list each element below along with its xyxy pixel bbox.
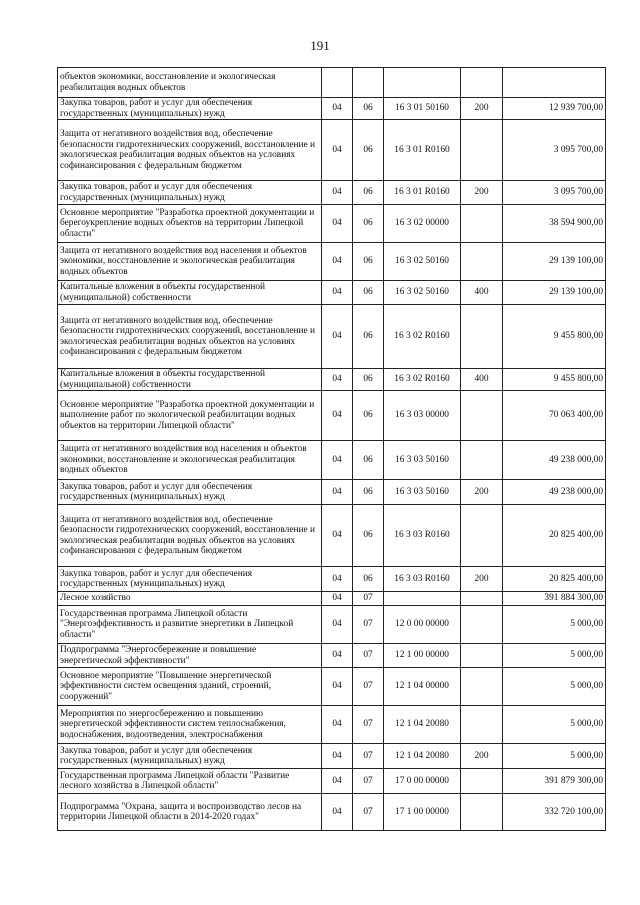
target-article-cell: 12 1 04 20080 xyxy=(384,706,461,744)
podrazdel-code-cell: 07 xyxy=(353,769,384,794)
target-article-cell: 16 3 01 R0160 xyxy=(384,181,461,205)
razdel-code-cell: 04 xyxy=(322,98,353,120)
podrazdel-code-cell: 06 xyxy=(353,305,384,369)
amount-cell: 70 063 400,00 xyxy=(503,391,606,441)
razdel-code-cell: 04 xyxy=(322,243,353,281)
target-article-cell: 16 3 03 00000 xyxy=(384,391,461,441)
podrazdel-code-cell xyxy=(353,68,384,98)
table-row xyxy=(58,644,606,668)
razdel-code-cell: 04 xyxy=(322,794,353,831)
amount-cell: 5 000,00 xyxy=(503,668,606,706)
table-row xyxy=(58,243,606,281)
podrazdel-code-cell: 07 xyxy=(353,668,384,706)
expense-type-cell xyxy=(461,305,503,369)
row-name-cell: Защита от негативного воздействия вод населения и объектов экономики, восстановление и экологическая реабилитация водных объектов xyxy=(58,243,322,281)
table-row xyxy=(58,120,606,181)
amount-cell: 332 720 100,00 xyxy=(503,794,606,831)
budget-table xyxy=(57,67,606,831)
razdel-code-cell: 04 xyxy=(322,181,353,205)
table-row xyxy=(58,744,606,769)
row-name-cell: Защита от негативного воздействия вод, обеспечение безопасности гидротехнических сооружений, восстановление и экологическая реабилитация водных объектов на условиях софинансирования с федеральным бюджетом xyxy=(58,120,322,181)
amount-cell: 391 884 300,00 xyxy=(503,592,606,606)
expense-type-cell xyxy=(461,505,503,567)
target-article-cell: 16 3 02 50160 xyxy=(384,281,461,305)
table-row xyxy=(58,606,606,644)
amount-cell: 49 238 000,00 xyxy=(503,441,606,480)
table-row xyxy=(58,369,606,391)
row-name-cell: Защита от негативного воздействия вод населения и объектов экономики, восстановление и экологическая реабилитация водных объектов xyxy=(58,441,322,480)
podrazdel-code-cell: 06 xyxy=(353,369,384,391)
target-article-cell: 16 3 03 50160 xyxy=(384,480,461,505)
target-article-cell: 16 3 01 50160 xyxy=(384,98,461,120)
amount-cell: 5 000,00 xyxy=(503,744,606,769)
row-name-cell: Защита от негативного воздействия вод, обеспечение безопасности гидротехнических сооружений, восстановление и экологическая реабилитация водных объектов на условиях софинансирования с федеральным бюджетом xyxy=(58,505,322,567)
expense-type-cell: 400 xyxy=(461,369,503,391)
razdel-code-cell: 04 xyxy=(322,369,353,391)
expense-type-cell xyxy=(461,205,503,243)
expense-type-cell xyxy=(461,120,503,181)
table-row xyxy=(58,98,606,120)
razdel-code-cell: 04 xyxy=(322,391,353,441)
expense-type-cell xyxy=(461,644,503,668)
target-article-cell: 16 3 01 R0160 xyxy=(384,120,461,181)
razdel-code-cell: 04 xyxy=(322,441,353,480)
row-name-cell: Подпрограмма "Энергосбережение и повышение энергетической эффективности" xyxy=(58,644,322,668)
amount-cell xyxy=(503,68,606,98)
podrazdel-code-cell: 06 xyxy=(353,181,384,205)
amount-cell: 20 825 400,00 xyxy=(503,567,606,592)
expense-type-cell xyxy=(461,592,503,606)
expense-type-cell xyxy=(461,441,503,480)
table-row xyxy=(58,769,606,794)
target-article-cell: 16 3 02 R0160 xyxy=(384,305,461,369)
expense-type-cell xyxy=(461,606,503,644)
razdel-code-cell: 04 xyxy=(322,480,353,505)
podrazdel-code-cell: 06 xyxy=(353,480,384,505)
target-article-cell: 16 3 02 50160 xyxy=(384,243,461,281)
table-row xyxy=(58,505,606,567)
row-name-cell: Капитальные вложения в объекты государственной (муниципальной) собственности xyxy=(58,369,322,391)
page-number: 191 xyxy=(310,38,330,53)
row-name-cell: Государственная программа Липецкой области "Энергоэффективность и развитие энергетики в Липецкой области" xyxy=(58,606,322,644)
target-article-cell xyxy=(384,592,461,606)
expense-type-cell xyxy=(461,769,503,794)
expense-type-cell: 200 xyxy=(461,480,503,505)
budget-table-body xyxy=(58,68,606,831)
podrazdel-code-cell: 06 xyxy=(353,120,384,181)
expense-type-cell xyxy=(461,706,503,744)
podrazdel-code-cell: 06 xyxy=(353,391,384,441)
podrazdel-code-cell: 07 xyxy=(353,794,384,831)
podrazdel-code-cell: 06 xyxy=(353,205,384,243)
target-article-cell: 12 1 00 00000 xyxy=(384,644,461,668)
table-row xyxy=(58,480,606,505)
expense-type-cell xyxy=(461,794,503,831)
target-article-cell: 16 3 03 R0160 xyxy=(384,505,461,567)
podrazdel-code-cell: 06 xyxy=(353,281,384,305)
podrazdel-code-cell: 07 xyxy=(353,644,384,668)
razdel-code-cell xyxy=(322,68,353,98)
podrazdel-code-cell: 07 xyxy=(353,606,384,644)
row-name-cell: Государственная программа Липецкой области "Развитие лесного хозяйства в Липецкой области" xyxy=(58,769,322,794)
razdel-code-cell: 04 xyxy=(322,744,353,769)
razdel-code-cell: 04 xyxy=(322,668,353,706)
amount-cell: 38 594 900,00 xyxy=(503,205,606,243)
amount-cell: 5 000,00 xyxy=(503,644,606,668)
podrazdel-code-cell: 06 xyxy=(353,441,384,480)
amount-cell: 29 139 100,00 xyxy=(503,243,606,281)
amount-cell: 3 095 700,00 xyxy=(503,181,606,205)
podrazdel-code-cell: 06 xyxy=(353,567,384,592)
row-name-cell: Защита от негативного воздействия вод, обеспечение безопасности гидротехнических сооружений, восстановление и экологическая реабилитация водных объектов на условиях софинансирования с федеральным бюджетом xyxy=(58,305,322,369)
razdel-code-cell: 04 xyxy=(322,592,353,606)
table-row xyxy=(58,567,606,592)
row-name-cell: Закупка товаров, работ и услуг для обеспечения государственных (муниципальных) нужд xyxy=(58,567,322,592)
row-name-cell: Закупка товаров, работ и услуг для обеспечения государственных (муниципальных) нужд xyxy=(58,181,322,205)
amount-cell: 3 095 700,00 xyxy=(503,120,606,181)
expense-type-cell: 200 xyxy=(461,181,503,205)
razdel-code-cell: 04 xyxy=(322,120,353,181)
podrazdel-code-cell: 06 xyxy=(353,505,384,567)
table-row xyxy=(58,441,606,480)
row-name-cell: Основное мероприятие "Разработка проектной документации и выполнение работ по экологической реабилитации водных объектов на территории Липецкой области" xyxy=(58,391,322,441)
razdel-code-cell: 04 xyxy=(322,205,353,243)
expense-type-cell: 200 xyxy=(461,744,503,769)
table-row xyxy=(58,592,606,606)
amount-cell: 5 000,00 xyxy=(503,706,606,744)
amount-cell: 391 879 300,00 xyxy=(503,769,606,794)
table-row xyxy=(58,68,606,98)
table-row xyxy=(58,668,606,706)
row-name-cell: Основное мероприятие "Повышение энергетической эффективности систем освещения зданий, строений, сооружений" xyxy=(58,668,322,706)
podrazdel-code-cell: 07 xyxy=(353,744,384,769)
table-row xyxy=(58,391,606,441)
expense-type-cell: 400 xyxy=(461,281,503,305)
table-row xyxy=(58,305,606,369)
row-name-cell: Лесное хозяйство xyxy=(58,592,322,606)
expense-type-cell xyxy=(461,68,503,98)
target-article-cell: 12 0 00 00000 xyxy=(384,606,461,644)
table-row xyxy=(58,205,606,243)
podrazdel-code-cell: 07 xyxy=(353,706,384,744)
razdel-code-cell: 04 xyxy=(322,305,353,369)
podrazdel-code-cell: 07 xyxy=(353,592,384,606)
row-name-cell: Основное мероприятие "Разработка проектной документации и берегоукрепление водных объектов на территории Липецкой области" xyxy=(58,205,322,243)
razdel-code-cell: 04 xyxy=(322,567,353,592)
razdel-code-cell: 04 xyxy=(322,606,353,644)
row-name-cell: Подпрограмма "Охрана, защита и воспроизводство лесов на территории Липецкой области в 2014-2020 годах" xyxy=(58,794,322,831)
amount-cell: 5 000,00 xyxy=(503,606,606,644)
podrazdel-code-cell: 06 xyxy=(353,243,384,281)
row-name-cell: Закупка товаров, работ и услуг для обеспечения государственных (муниципальных) нужд xyxy=(58,480,322,505)
target-article-cell: 12 1 04 00000 xyxy=(384,668,461,706)
table-row xyxy=(58,281,606,305)
row-name-cell: объектов экономики, восстановление и экологическая реабилитация водных объектов xyxy=(58,68,322,98)
razdel-code-cell: 04 xyxy=(322,644,353,668)
target-article-cell: 16 3 02 R0160 xyxy=(384,369,461,391)
target-article-cell: 16 3 03 50160 xyxy=(384,441,461,480)
amount-cell: 12 939 700,00 xyxy=(503,98,606,120)
row-name-cell: Закупка товаров, работ и услуг для обеспечения государственных (муниципальных) нужд xyxy=(58,744,322,769)
razdel-code-cell: 04 xyxy=(322,505,353,567)
row-name-cell: Мероприятия по энергосбережению и повышению энергетической эффективности систем теплоснабжения, водоснабжения, водоотведения, электроснабжения xyxy=(58,706,322,744)
podrazdel-code-cell: 06 xyxy=(353,98,384,120)
target-article-cell xyxy=(384,68,461,98)
amount-cell: 20 825 400,00 xyxy=(503,505,606,567)
expense-type-cell xyxy=(461,243,503,281)
table-row xyxy=(58,181,606,205)
expense-type-cell xyxy=(461,391,503,441)
expense-type-cell: 200 xyxy=(461,98,503,120)
target-article-cell: 17 0 00 00000 xyxy=(384,769,461,794)
razdel-code-cell: 04 xyxy=(322,706,353,744)
target-article-cell: 17 1 00 00000 xyxy=(384,794,461,831)
target-article-cell: 16 3 03 R0160 xyxy=(384,567,461,592)
amount-cell: 9 455 800,00 xyxy=(503,305,606,369)
target-article-cell: 12 1 04 20080 xyxy=(384,744,461,769)
table-row xyxy=(58,794,606,831)
amount-cell: 9 455 800,00 xyxy=(503,369,606,391)
row-name-cell: Капитальные вложения в объекты государственной (муниципальной) собственности xyxy=(58,281,322,305)
amount-cell: 29 139 100,00 xyxy=(503,281,606,305)
razdel-code-cell: 04 xyxy=(322,769,353,794)
expense-type-cell: 200 xyxy=(461,567,503,592)
amount-cell: 49 238 000,00 xyxy=(503,480,606,505)
row-name-cell: Закупка товаров, работ и услуг для обеспечения государственных (муниципальных) нужд xyxy=(58,98,322,120)
expense-type-cell xyxy=(461,668,503,706)
razdel-code-cell: 04 xyxy=(322,281,353,305)
table-row xyxy=(58,706,606,744)
target-article-cell: 16 3 02 00000 xyxy=(384,205,461,243)
